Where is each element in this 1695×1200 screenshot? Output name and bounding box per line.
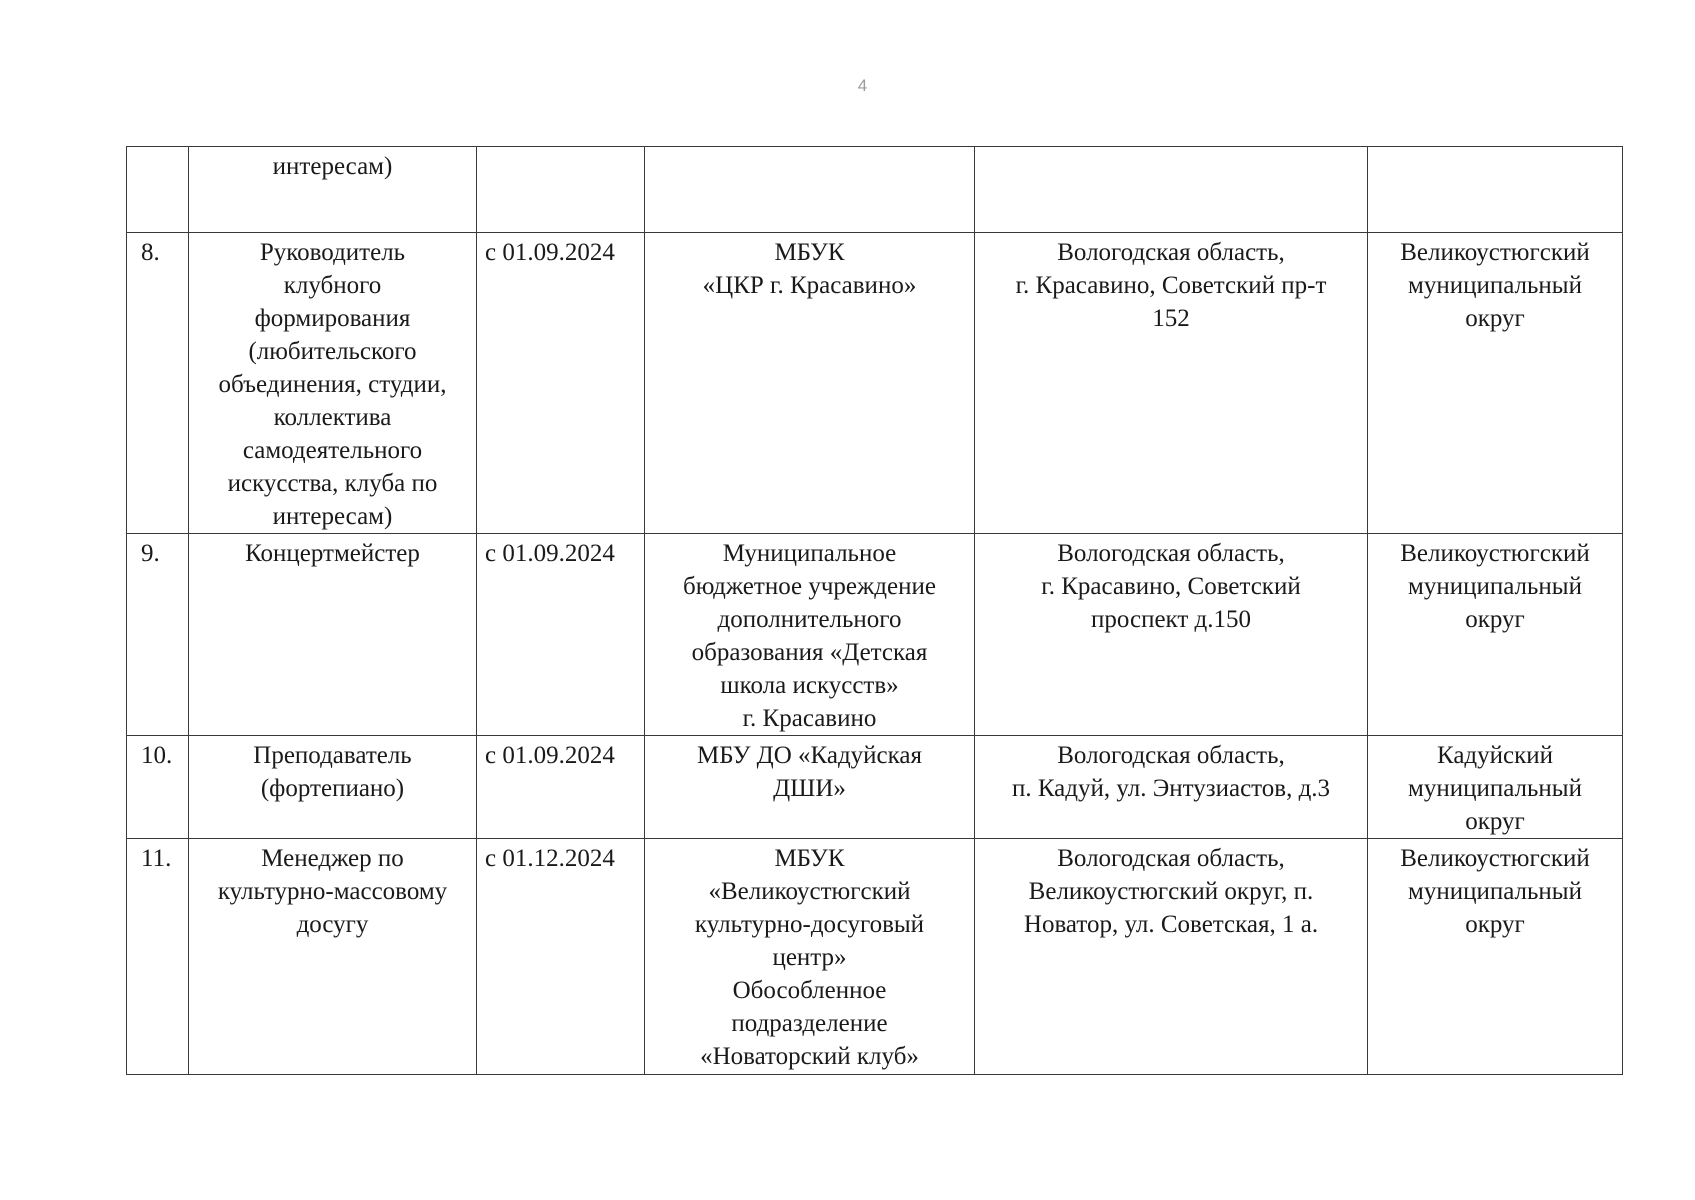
row-number-cell bbox=[127, 147, 189, 233]
organization-cell: МБУК «ЦКР г. Красавино» bbox=[645, 233, 975, 534]
row-number-cell: 9. bbox=[127, 534, 189, 736]
date-cell bbox=[477, 147, 645, 233]
district-cell: Великоустюгский муниципальный округ bbox=[1368, 233, 1623, 534]
organization-cell: МБУ ДО «Кадуйская ДШИ» bbox=[645, 736, 975, 839]
row-number-cell: 11. bbox=[127, 839, 189, 1075]
date-cell: с 01.09.2024 bbox=[477, 736, 645, 839]
date-cell: с 01.12.2024 bbox=[477, 839, 645, 1075]
position-cell: Концертмейстер bbox=[189, 534, 477, 736]
position-cell: Менеджер по культурно-массовому досугу bbox=[189, 839, 477, 1075]
organization-cell: Муниципальное бюджетное учреждение дополнительного образования «Детская школа искусств» г. Красавино bbox=[645, 534, 975, 736]
address-cell bbox=[975, 147, 1368, 233]
address-cell: Вологодская область, п. Кадуй, ул. Энтузиастов, д.3 bbox=[975, 736, 1368, 839]
district-cell: Кадуйский муниципальный округ bbox=[1368, 736, 1623, 839]
organization-cell bbox=[645, 147, 975, 233]
organization-cell: МБУК «Великоустюгский культурно-досуговый центр» Обособленное подразделение «Новаторский клуб» bbox=[645, 839, 975, 1075]
table-row-continuation bbox=[127, 147, 1623, 233]
table-row bbox=[127, 839, 1623, 1075]
address-cell: Вологодская область, Великоустюгский округ, п. Новатор, ул. Советская, 1 а. bbox=[975, 839, 1368, 1075]
position-cell: Преподаватель (фортепиано) bbox=[189, 736, 477, 839]
row-number-cell: 10. bbox=[127, 736, 189, 839]
position-cell: Руководитель клубного формирования (любительского объединения, студии, коллектива самодеятельного искусства, клуба по интересам) bbox=[189, 233, 477, 534]
district-cell: Великоустюгский муниципальный округ bbox=[1368, 839, 1623, 1075]
address-cell: Вологодская область, г. Красавино, Советский проспект д.150 bbox=[975, 534, 1368, 736]
page-number: 4 bbox=[857, 76, 868, 95]
date-cell: с 01.09.2024 bbox=[477, 534, 645, 736]
table-row bbox=[127, 736, 1623, 839]
district-cell bbox=[1368, 147, 1623, 233]
position-cell: интересам) bbox=[189, 147, 477, 233]
date-cell: с 01.09.2024 bbox=[477, 233, 645, 534]
vacancies-table bbox=[126, 146, 1623, 1075]
table-row bbox=[127, 534, 1623, 736]
row-number-cell: 8. bbox=[127, 233, 189, 534]
address-cell: Вологодская область, г. Красавино, Советский пр-т 152 bbox=[975, 233, 1368, 534]
district-cell: Великоустюгский муниципальный округ bbox=[1368, 534, 1623, 736]
table-row bbox=[127, 233, 1623, 534]
